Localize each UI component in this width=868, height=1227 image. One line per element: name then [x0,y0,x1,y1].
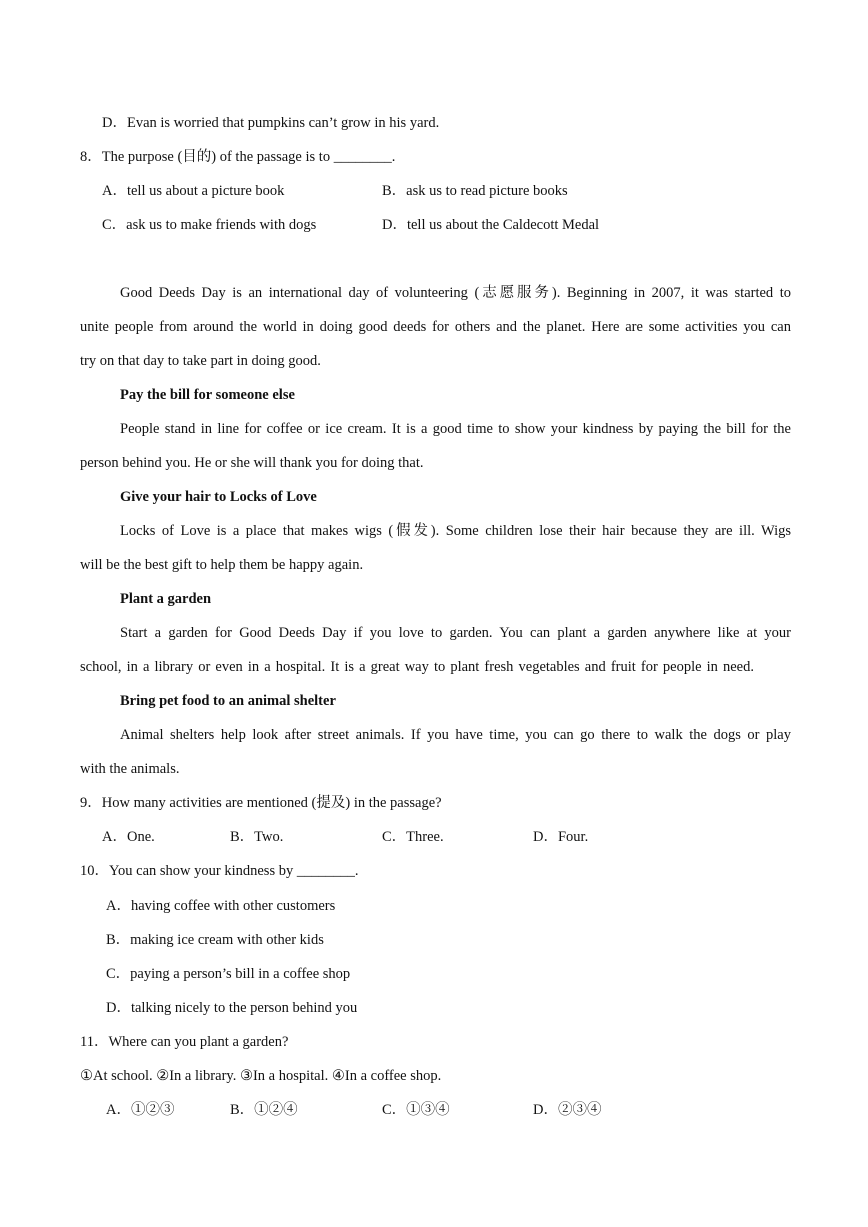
q10-option-b: B．making ice cream with other kids [106,932,324,948]
q11-option-b: B．①②④ [230,1102,298,1118]
q10-option-c: C．paying a person’s bill in a coffee shop [106,966,351,982]
passage-intro-line-1: Good Deeds Day is an international day of volunteering (志愿服务). Beginning in 2007, it was started to [120,285,791,301]
q11-choices: ①At school. ②In a library. ③In a hospital. ④In a coffee shop. [80,1068,442,1084]
section-locks-of-love-line-2: will be the best gift to help them be happy again. [80,557,364,573]
section-pet-food-line-1: Animal shelters help look after street animals. If you have time, you can go there to walk the dogs or play [120,727,791,743]
section-heading-plant-garden: Plant a garden [120,591,212,607]
q8-option-d: D．tell us about the Caldecott Medal [382,217,600,233]
section-heading-pet-food: Bring pet food to an animal shelter [120,693,336,709]
q9-option-d: D．Four. [533,829,589,845]
q8-stem: 8．The purpose (目的) of the passage is to ________. [80,149,396,165]
section-pet-food-line-2: with the animals. [80,761,180,777]
q11-option-d: D．②③④ [533,1102,602,1118]
q9-option-c: C．Three. [382,829,444,845]
q11-option-a: A．①②③ [106,1102,175,1118]
section-heading-pay-bill: Pay the bill for someone else [120,387,295,403]
q10-option-a: A．having coffee with other customers [106,898,336,914]
section-pay-bill-line-2: person behind you. He or she will thank you for doing that. [80,455,424,471]
q8-option-a: A．tell us about a picture book [102,183,285,199]
q11-stem: 11．Where can you plant a garden? [80,1034,289,1050]
passage-intro-line-2: unite people from around the world in doing good deeds for others and the planet. Here are some activities you can [80,319,791,335]
section-locks-of-love-line-1: Locks of Love is a place that makes wigs (假发). Some children lose their hair because they are ill. Wigs [120,523,791,539]
q8-option-c: C．ask us to make friends with dogs [102,217,317,233]
q11-option-c: C．①③④ [382,1102,450,1118]
section-heading-locks-of-love: Give your hair to Locks of Love [120,489,317,505]
section-plant-garden-line-2: school, in a library or even in a hospital. It is a great way to plant fresh vegetables and fruit for people in need. [80,659,754,675]
q9-stem: 9．How many activities are mentioned (提及) in the passage? [80,795,442,811]
q8-option-b: B．ask us to read picture books [382,183,568,199]
q10-stem: 10．You can show your kindness by ________. [80,863,359,879]
section-pay-bill-line-1: People stand in line for coffee or ice cream. It is a good time to show your kindness by paying the bill for the [120,421,791,437]
section-plant-garden-line-1: Start a garden for Good Deeds Day if you love to garden. You can plant a garden anywhere like at your [120,625,791,641]
q7-option-d: D．Evan is worried that pumpkins can’t grow in his yard. [102,115,440,131]
q10-option-d: D．talking nicely to the person behind you [106,1000,358,1016]
q9-option-b: B．Two. [230,829,284,845]
q9-option-a: A．One. [102,829,155,845]
passage-intro-line-3: try on that day to take part in doing good. [80,353,321,369]
